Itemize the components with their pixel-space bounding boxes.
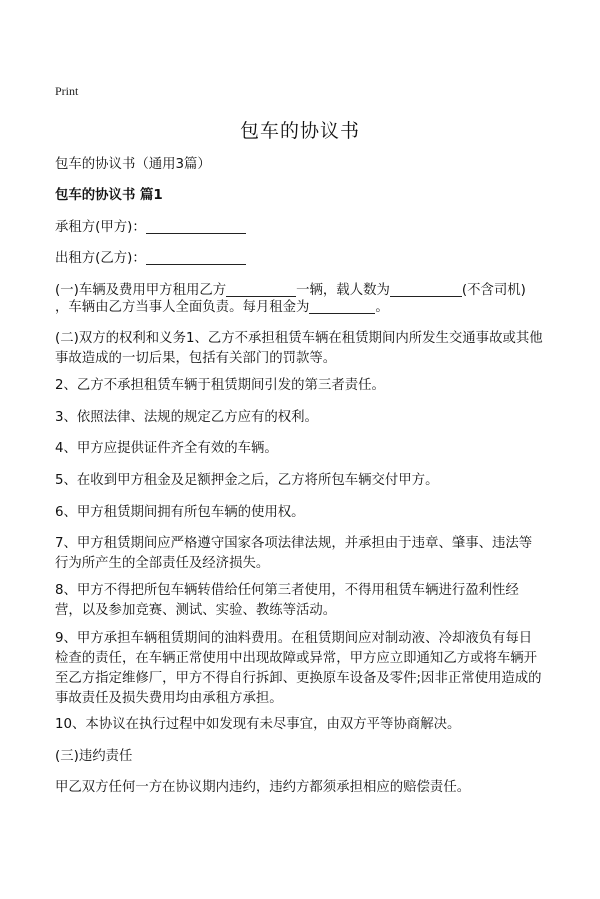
clause-rights: (二)双方的权利和义务1、乙方不承担租赁车辆在租赁期间内所发生交通事故或其他事故造成的一切后果，包括有关部门的罚款等。 [55, 331, 543, 366]
clause-7: 7、甲方租赁期间应严格遵守国家各项法律法规，并承担由于违章、肇事、违法等行为所产生的全部责任及经济损失。 [55, 536, 533, 571]
clause-10: 10、本协议在执行过程中如发现有未尽事宜，由双方平等协商解决。 [55, 717, 461, 732]
rent-blank [309, 299, 375, 314]
passenger-blank [390, 282, 462, 297]
clause-vehicle-text-c: (不含司机) [461, 283, 526, 298]
clause-9: 9、甲方承担车辆租赁期间的油料费用。在租赁期间应对制动液、冷却液负有每日检查的责任，在车辆正常使用中出现故障或异常，甲方应立即通知乙方或将车辆开至乙方指定维修厂，甲方不得自行拆卸、更换原车设备及零件;因非正常使用造成的事故责任及损失费用均由承租方承担。 [55, 631, 542, 706]
party-b-label: 出租方(乙方)： [55, 251, 146, 266]
clause-rent-text-a: ，车辆由乙方当事人全面负责。每月租金为 [55, 300, 310, 315]
clause-3: 3、依照法律、法规的规定乙方应有的权利。 [55, 410, 318, 425]
section-title: 包车的协议书 篇1 [55, 188, 163, 203]
clause-vehicle-text-a: (一)车辆及费用甲方租用乙方 [55, 283, 227, 298]
breach-heading: (三)违约责任 [55, 749, 133, 764]
document-title: 包车的协议书 [239, 120, 360, 142]
party-a-blank [146, 219, 246, 234]
clause-8: 8、甲方不得把所包车辆转借给任何第三者使用，不得用租赁车辆进行盈利性经营，以及参加竞赛、测试、实验、教练等活动。 [55, 583, 519, 618]
vehicle-blank [226, 282, 296, 297]
party-a-label: 承租方(甲方)： [55, 220, 146, 235]
clause-6: 6、甲方租赁期间拥有所包车辆的使用权。 [55, 505, 305, 520]
clause-2: 2、乙方不承担租赁车辆于租赁期间引发的第三者责任。 [55, 378, 385, 393]
document-subtitle: 包车的协议书（通用3篇） [55, 157, 211, 172]
breach-text: 甲乙双方任何一方在协议期内违约，违约方都须承担相应的赔偿责任。 [55, 780, 471, 795]
party-b-blank [146, 250, 246, 265]
party-a-line [55, 218, 545, 238]
clause-vehicle-line-2 [55, 298, 545, 318]
clause-vehicle-text-b: 一辆，载人数为 [296, 283, 390, 298]
clause-5: 5、在收到甲方租金及足额押金之后，乙方将所包车辆交付甲方。 [55, 473, 439, 488]
print-link[interactable]: Print [55, 84, 79, 98]
party-b-line [55, 249, 545, 269]
clause-4: 4、甲方应提供证件齐全有效的车辆。 [55, 441, 278, 456]
clause-rent-text-b: 。 [375, 300, 389, 315]
